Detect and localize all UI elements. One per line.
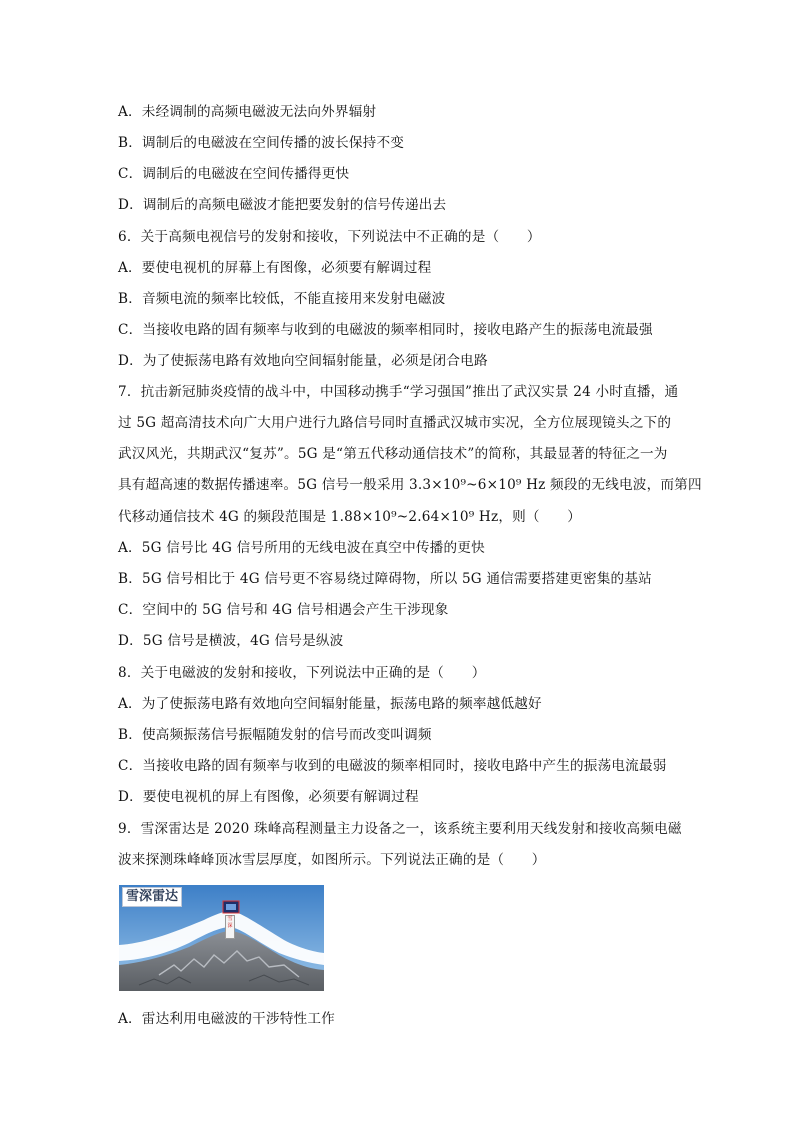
option-8d: D．要使电视机的屏上有图像，必须要有解调过程 xyxy=(118,789,419,805)
option-9a: A．雷达利用电磁波的干涉特性工作 xyxy=(118,1011,335,1027)
question-8-stem: 8．关于电磁波的发射和接收，下列说法中正确的是（ ） xyxy=(118,665,486,681)
option-5b: B．调制后的电磁波在空间传播的波长保持不变 xyxy=(118,135,405,151)
option-7c: C．空间中的 5G 信号和 4G 信号相遇会产生干涉现象 xyxy=(118,602,449,618)
option-6b: B．音频电流的频率比较低，不能直接用来发射电磁波 xyxy=(118,291,446,307)
question-9-stem-line1: 9．雪深雷达是 2020 珠峰高程测量主力设备之一，该系统主要利用天线发射和接收高频电磁 xyxy=(118,821,682,837)
snow-depth-radar-figure xyxy=(119,885,324,991)
figure-sign: 雪深 xyxy=(225,915,235,939)
option-5c: C．调制后的电磁波在空间传播得更快 xyxy=(118,166,350,182)
question-7-stem-line5: 代移动通信技术 4G 的频段范围是 1.88×10⁹~2.64×10⁹ Hz，则（ ） xyxy=(118,509,582,525)
option-8c: C．当接收电路的固有频率与收到的电磁波的频率相同时，接收电路中产生的振荡电流最弱 xyxy=(118,758,667,774)
question-9-stem-line2: 波来探测珠峰峰顶冰雪层厚度，如图所示。下列说法正确的是（ ） xyxy=(118,852,546,868)
question-7-stem-line3: 武汉风光，共期武汉“复苏”。5G 是“第五代移动通信技术”的简称，其最显著的特征之一为 xyxy=(118,446,668,462)
option-7a: A．5G 信号比 4G 信号所用的无线电波在真空中传播的更快 xyxy=(118,540,485,556)
option-6d: D．为了使振荡电路有效地向空间辐射能量，必须是闭合电路 xyxy=(118,353,488,369)
option-6a: A．要使电视机的屏幕上有图像，必须要有解调过程 xyxy=(118,260,432,276)
question-7-stem-line1: 7．抗击新冠肺炎疫情的战斗中，中国移动携手“学习强国”推出了武汉实景 24 小时直播，通 xyxy=(118,384,679,400)
option-6c: C．当接收电路的固有频率与收到的电磁波的频率相同时，接收电路产生的振荡电流最强 xyxy=(118,322,653,338)
option-8a: A．为了使振荡电路有效地向空间辐射能量，振荡电路的频率越低越好 xyxy=(118,696,542,712)
figure-label: 雪深雷达 xyxy=(122,887,182,907)
option-8b: B．使高频振荡信号振幅随发射的信号而改变叫调频 xyxy=(118,727,432,743)
option-7b: B．5G 信号相比于 4G 信号更不容易绕过障碍物，所以 5G 通信需要搭建更密集的基站 xyxy=(118,571,652,587)
option-5a: A．未经调制的高频电磁波无法向外界辐射 xyxy=(118,104,377,120)
question-7-stem-line2: 过 5G 超高清技术向广大用户进行九路信号同时直播武汉城市实况，全方位展现镜头之下的 xyxy=(118,415,672,431)
question-6-stem: 6．关于高频电视信号的发射和接收，下列说法中不正确的是（ ） xyxy=(118,229,541,245)
option-5d: D．调制后的高频电磁波才能把要发射的信号传递出去 xyxy=(118,197,447,213)
option-7d: D．5G 信号是横波，4G 信号是纵波 xyxy=(118,633,344,649)
question-7-stem-line4: 具有超高速的数据传播速率。5G 信号一般采用 3.3×10⁹~6×10⁹ Hz 频段的无线电波，而第四 xyxy=(118,477,702,493)
